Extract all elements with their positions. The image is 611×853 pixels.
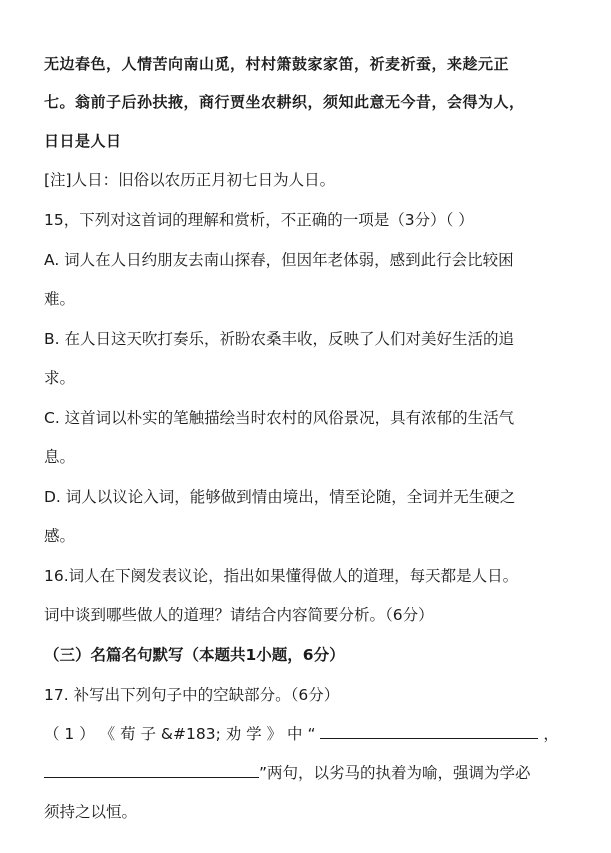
question-15-option-c-cont: 息。 bbox=[44, 448, 76, 466]
question-17-item-1 bbox=[44, 724, 559, 744]
question-15-option-a: A. 词人在人日约朋友去南山探春，但因年老体弱，感到此行会比较困 bbox=[44, 251, 514, 269]
annotation-note: [注]人日：旧俗以农历正月初七日为人日。 bbox=[44, 171, 336, 189]
poem-line-2: 七。翁前子后孙扶掖，商行贾坐农耕织，须知此意无今昔，会得为人， bbox=[44, 93, 525, 111]
question-16-line-1: 16.词人在下阕发表议论，指出如果懂得做人的道理，每天都是人日。 bbox=[44, 567, 519, 585]
question-15-option-d-cont: 感。 bbox=[44, 527, 76, 545]
question-15-option-c: C. 这首词以朴实的笔触描绘当时农村的风俗景况，具有浓郁的生活气 bbox=[44, 409, 515, 427]
question-17-item-1-comma: ， bbox=[543, 725, 559, 743]
poem-line-3: 日日是人日 bbox=[44, 132, 122, 150]
question-17-stem: 17. 补写出下列句子中的空缺部分。（6分） bbox=[44, 686, 340, 704]
question-15-option-a-cont: 难。 bbox=[44, 290, 76, 308]
question-16-line-2: 词中谈到哪些做人的道理？请结合内容简要分析。（6分） bbox=[44, 606, 434, 624]
question-15-option-d: D. 词人以议论入词，能够做到情由境出，情至论随，全词并无生硬之 bbox=[44, 488, 516, 506]
question-15-option-b: B. 在人日这天吹打奏乐，祈盼农桑丰收，反映了人们对美好生活的追 bbox=[44, 330, 514, 348]
question-17-item-1-line-2 bbox=[44, 763, 531, 783]
question-17-item-1-prefix: （ 1 ） 《 荀 子 &#183; 劝 学 》 中 “ bbox=[44, 725, 316, 743]
section-3-heading: （三）名篇名句默写（本题共1小题，6分） bbox=[44, 646, 345, 664]
poem-line-1: 无边春色，人情苦向南山觅，村村箫鼓家家笛，祈麦祈蚕，来趁元正 bbox=[44, 55, 510, 73]
answer-blank-1[interactable] bbox=[320, 724, 538, 739]
answer-blank-2[interactable] bbox=[44, 763, 259, 778]
question-17-item-1-line-3: 须持之以恒。 bbox=[44, 803, 138, 821]
question-15-stem: 15，下列对这首词的理解和赏析，不正确的一项是（3分）（ ） bbox=[44, 211, 474, 229]
question-15-option-b-cont: 求。 bbox=[44, 369, 76, 387]
question-17-item-1-suffix: ”两句，以劣马的执着为喻，强调为学必 bbox=[259, 764, 531, 782]
